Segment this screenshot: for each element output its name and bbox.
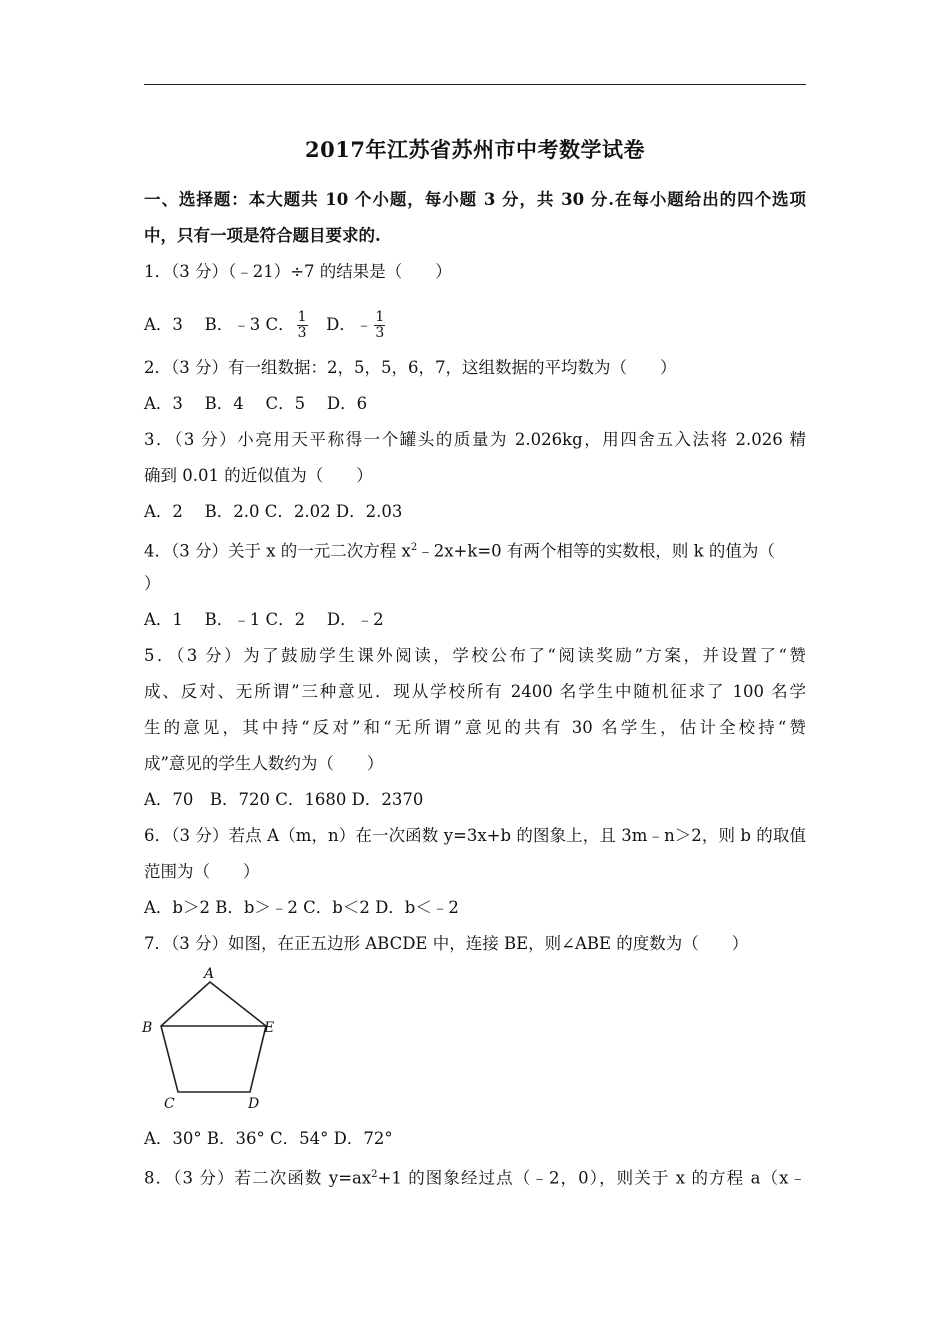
vertex-label-a: A xyxy=(204,966,215,982)
pentagon-abcde xyxy=(161,982,266,1092)
q1-option-d: D．﹣ xyxy=(309,315,373,334)
question-7-stem: 7．（3 分）如图，在正五边形 ABCDE 中，连接 BE，则∠ABE 的度数为（ ） xyxy=(144,934,749,953)
top-rule xyxy=(144,84,806,85)
question-3-stem-line-1: 3．（3 分）小亮用天平称得一个罐头的质量为 2.026kg，用四舍五入法将 2.026 精 xyxy=(144,430,806,449)
question-5-stem-line-4: 成”意见的学生人数约为（ ） xyxy=(144,754,384,773)
q1-fraction-d: $\frac{1}{3}$ xyxy=(375,309,385,341)
vertex-label-e: E xyxy=(264,1020,275,1036)
pentagon-figure xyxy=(140,962,290,1112)
question-1-stem: 1．（3 分）（﹣21）÷7 的结果是（ ） xyxy=(144,262,452,281)
question-4-stem-line-2: ） xyxy=(144,574,161,593)
question-4-stem-line-1: 4．（3 分）关于 x 的一元二次方程 $x^2﹣2x+k=0$ 有两个相等的实数根，则 k 的值为（ xyxy=(144,541,775,561)
question-8-stem: 8．（3 分）若二次函数 $y=ax^2+1$ 的图象经过点（﹣2，0），则关于 x 的方程 a（x﹣ xyxy=(144,1168,807,1188)
vertex-label-b: B xyxy=(142,1020,153,1036)
exam-title: 2017年江苏省苏州市中考数学试卷 xyxy=(305,137,645,162)
section-heading-line-1: 一、选择题：本大题共 10 个小题，每小题 3 分，共 30 分.在每小题给出的四个选项 xyxy=(144,190,806,209)
question-5-stem-line-2: 成、反对、无所谓”三种意见．现从学校所有 2400 名学生中随机征求了 100 名学 xyxy=(144,682,806,701)
vertex-label-d: D xyxy=(248,1096,260,1112)
question-7-options: A．30° B．36° C．54° D．72° xyxy=(144,1129,393,1148)
q1-fraction-c: $\frac{1}{3}$ xyxy=(297,309,307,341)
question-6-stem-line-1: 6．（3 分）若点 A（m，n）在一次函数 y=3x+b 的图象上，且 3m﹣n＞2，则 b 的取值 xyxy=(144,826,806,845)
section-heading-line-2: 中，只有一项是符合题目要求的. xyxy=(144,226,381,245)
question-2-options: A．3 B．4 C．5 D．6 xyxy=(144,394,368,413)
question-6-options: A．b＞2 B．b＞﹣2 C．b＜2 D．b＜﹣2 xyxy=(144,898,459,917)
question-2-stem: 2．（3 分）有一组数据：2，5，5，6，7，这组数据的平均数为（ ） xyxy=(144,358,677,377)
question-6-stem-line-2: 范围为（ ） xyxy=(144,862,260,881)
q1-options-abc: A．3 B．﹣3 C． xyxy=(144,315,295,334)
question-1-options xyxy=(144,310,806,341)
vertex-label-c: C xyxy=(164,1096,175,1112)
question-5-options: A．70 B．720 C．1680 D．2370 xyxy=(144,790,424,809)
question-4-options: A．1 B．﹣1 C．2 D．﹣2 xyxy=(144,610,384,629)
question-3-options: A．2 B．2.0 C．2.02 D．2.03 xyxy=(144,502,403,521)
question-5-stem-line-1: 5．（3 分）为了鼓励学生课外阅读，学校公布了“阅读奖励”方案，并设置了“赞 xyxy=(144,646,806,665)
question-5-stem-line-3: 生的意见，其中持“反对”和“无所谓”意见的共有 30 名学生，估计全校持“赞 xyxy=(144,718,806,737)
question-3-stem-line-2: 确到 0.01 的近似值为（ ） xyxy=(144,466,373,485)
